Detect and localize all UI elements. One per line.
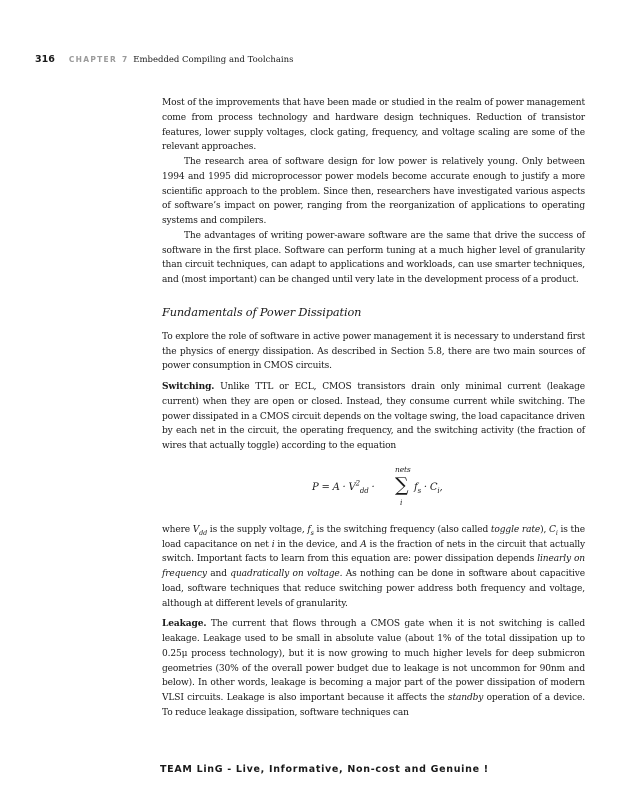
leakage-text-1: The current that flows through a CMOS gate when it is not switching is called leakage. Leakage used to be small in absolute value (about 1% of the total dissipation up to 0.25μ process technology), but it is now growing to much higher levels for deep submicron geometries (30% of the overall power budget due to leakage is not uncommon for 90nm and below). In other words, leakage is becoming a major part of the power dissipation of modern VLSI circuits. Leakage is also important because it affects the (162, 619, 585, 703)
where-paragraph (162, 523, 585, 612)
where-emphasis-quadratic: quadratically on voltage. (230, 569, 343, 579)
section-heading: Fundamentals of Power Dissipation (162, 305, 362, 319)
where-text-7: is the fraction of nets in the circuit that actually switch. Important facts to learn from this equation are: power dissipation depends (162, 539, 585, 565)
paragraph-2: The research area of software design for low power is relatively young. Only between 1994 and 1995 did microprocessor power models become accurate enough to justify a more scientific approach to the problem. Since then, researchers have investigated various aspects of software’s impact on power, ranging from the reorganization of applications to operating systems and compilers. (162, 157, 585, 226)
power-equation (162, 461, 585, 517)
paragraph-1: Most of the improvements that have been made or studied in the realm of power management come from process technology and hardware design techniques. Reduction of transistor features, lower supply voltages, clock gating, frequency, and voltage scaling are some of the relevant approaches. (162, 98, 585, 153)
where-i: i (271, 539, 275, 550)
where-text-8: and (206, 569, 231, 579)
where-text-4: ), (540, 524, 550, 535)
equation-f-subscript: s (417, 486, 422, 495)
where-f-subscript: s (310, 529, 314, 537)
leakage-runin-head: Leakage. (162, 619, 207, 630)
where-v-subscript: dd (199, 529, 208, 537)
switching-paragraph (162, 380, 585, 454)
chapter-title: Embedded Compiling and Toolchains (133, 55, 294, 65)
equation-lhs (312, 481, 375, 496)
equation-c-subscript: i (437, 486, 440, 495)
where-text-1: where (162, 524, 193, 535)
where-v: V (192, 524, 200, 535)
where-f: f (307, 524, 311, 535)
footer-banner: TEAM LinG - Live, Informative, Non-cost and Genuine ! (160, 764, 489, 775)
summation-symbol: ∑ (395, 473, 409, 496)
where-c-subscript: i (555, 529, 558, 537)
leakage-paragraph (162, 617, 585, 720)
equation-v-exponent: 2 (355, 479, 360, 488)
paragraph-3: The advantages of writing power-aware software are the same that drive the success of software in the first place. Software can perform tuning at a much higher level of granularity than circuit techniques, can adapt to applications and workloads, can use smarter techniques, and (most important) can be changed until very late in the development process of a product. (162, 230, 585, 285)
equation-f: f (414, 481, 418, 493)
equation-comma: , (439, 481, 443, 493)
where-c: C (549, 524, 556, 535)
where-a: A (360, 539, 367, 550)
switching-text: Unlike TTL or ECL, CMOS transistors drain only minimal current (leakage current) when they are open or closed. Instead, they consume current while switching. The power dissipated in a CMOS circuit depends on the voltage swing, the load capacitance driven by each net in the circuit, the operating frequency, and the switching activity (the fraction of wires that actually toggle) according to the equation (162, 382, 586, 451)
equation-p-a-v: P = A · V (312, 481, 356, 493)
where-text-9: As nothing can be done in software about capacitive load, software techniques that reduce switching power address both frequency and voltage, although at different levels of granularity. (162, 569, 585, 609)
switching-runin-head: Switching. (162, 382, 215, 392)
body-text (162, 96, 585, 721)
equation-rhs (414, 481, 443, 496)
page-number: 316 (35, 54, 55, 65)
section-intro: To explore the role of software in active power management it is necessary to understand first the physics of energy dissipation. As described in Section 5.8, there are two main sources of power consumption in CMOS circuits. (162, 331, 585, 372)
equation-dot: · (368, 481, 375, 493)
chapter-label: CHAPTER (68, 55, 118, 64)
leakage-emphasis-standby: standby (447, 693, 484, 703)
where-text-3: is the switching frequency (also called (313, 524, 491, 535)
where-emphasis-linear: linearly on frequency (162, 554, 585, 579)
equation-c: · C (421, 481, 438, 493)
where-toggle-rate: toggle rate (490, 524, 541, 535)
leakage-text-2: operation of a device. To reduce leakage dissipation, software techniques can (162, 693, 585, 718)
where-text-5: is the load capacitance on net (162, 524, 585, 550)
where-text-6: in the device, and (274, 539, 361, 550)
sum-lower-limit: i (400, 497, 403, 507)
equation-v-subscript: dd (359, 486, 369, 495)
running-head (35, 53, 293, 67)
sum-upper-limit: nets (395, 464, 411, 474)
chapter-number: 7 (122, 55, 128, 64)
where-text-2: is the supply voltage, (207, 524, 308, 535)
